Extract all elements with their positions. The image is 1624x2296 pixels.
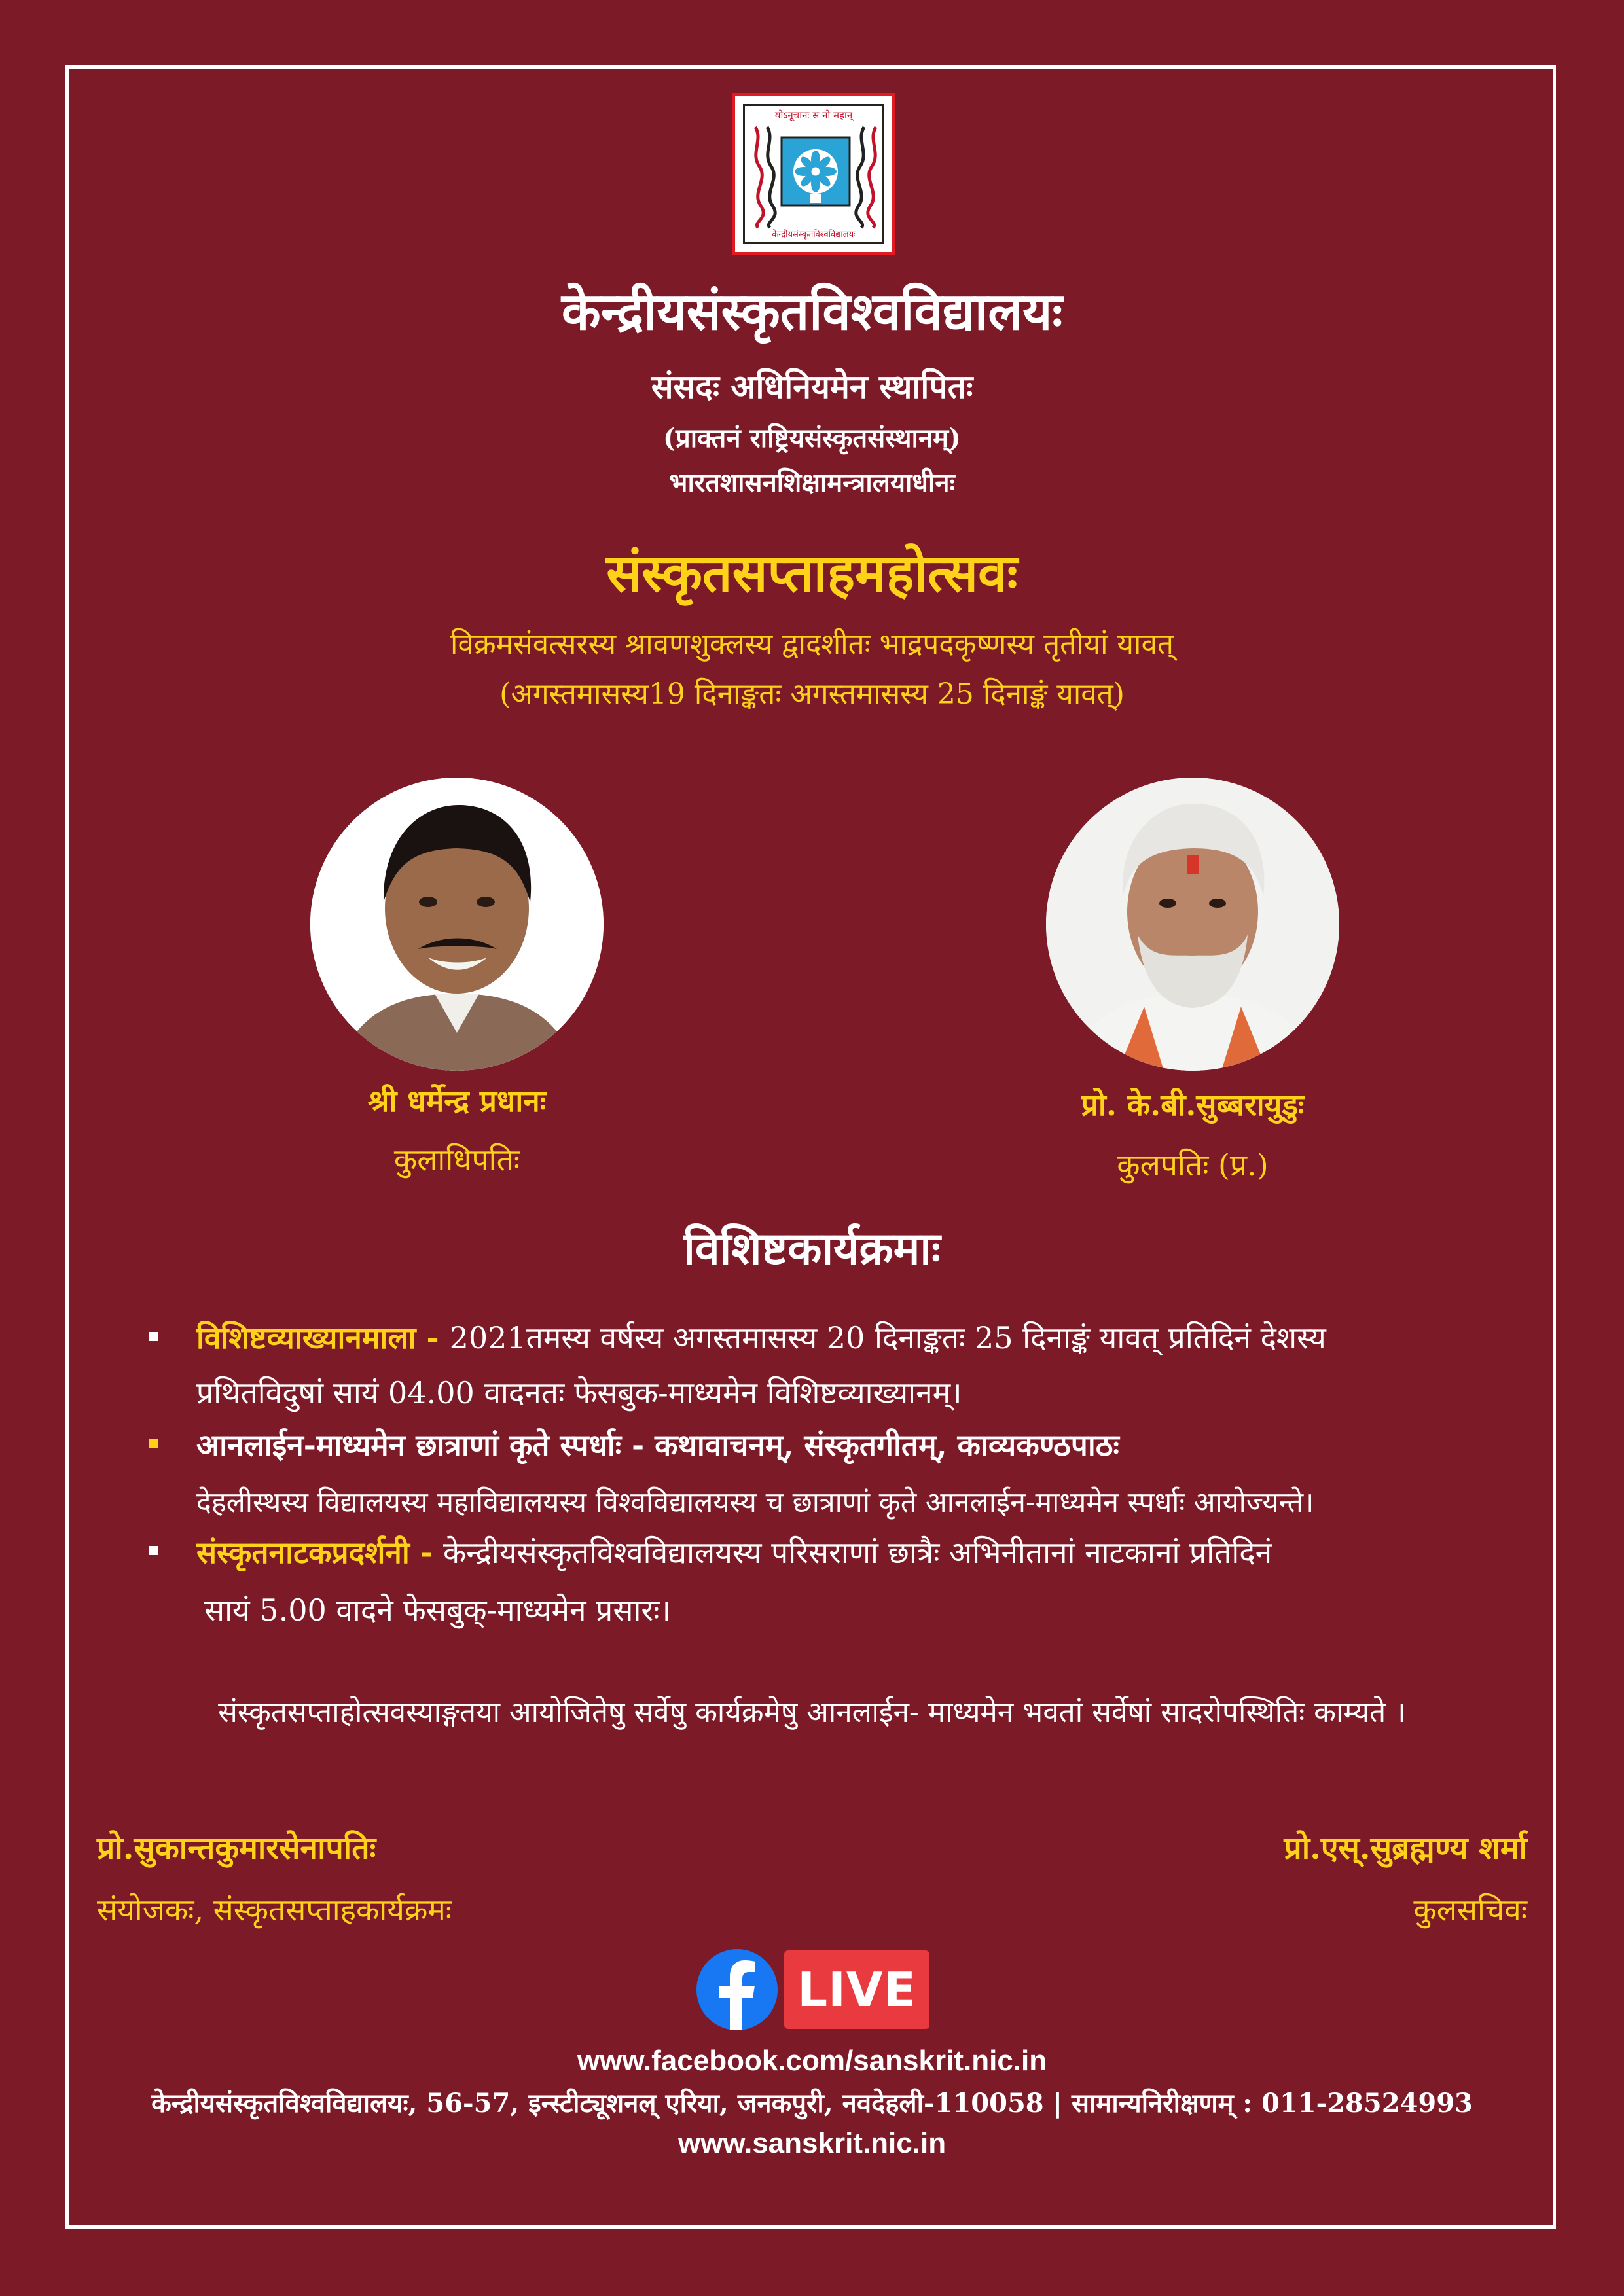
programs-heading: विशिष्टकार्यक्रमाः <box>683 1223 941 1275</box>
address-line: केन्द्रीयसंस्कृतविश्वविद्यालयः, 56-57, इन्स्टीट्यूशनल् एरिया, जनकपुरी, नवदेहली-110058 | सामान्यनिरीक्षणम् : 011-28524993 <box>151 2088 1473 2119</box>
vice-chancellor-photo <box>1046 778 1339 1071</box>
vice-chancellor-role: कुलपतिः (प्र.) <box>1117 1147 1269 1183</box>
vice-chancellor-name: प्रो. के.बी.सुब्बरायुडुः <box>1081 1087 1305 1122</box>
program-title: संस्कृतनाटकप्रदर्शनी - <box>196 1535 443 1570</box>
program-text-2: देहलीस्थस्य विद्यालयस्य महाविद्यालयस्य विश्वविद्यालयस्य च छात्राणां कृते आनलाईन-माध्यमेन स्पर्धाः आयोज्यन्ते। <box>196 1486 1314 1519</box>
invitation-text: संस्कृतसप्ताहोत्सवस्याङ्गतया आयोजितेषु सर्वेषु कार्यक्रमेषु आनलाईन- माध्यमेन भवतां सर्वेषां सादरोपस्थितिः काम्यते । <box>218 1696 1406 1729</box>
logo-name: केन्द्रीयसंस्कृतविश्वविद्यालयः <box>772 230 856 240</box>
person-portrait-icon <box>310 778 604 1071</box>
facebook-icon[interactable] <box>696 1949 778 2030</box>
bullet-icon <box>149 1439 158 1448</box>
festival-title: संस्कृतसप्ताहमहोत्सवः <box>606 542 1018 603</box>
established-line: संसदः अधिनियमेन स्थापितः <box>651 367 973 406</box>
program-item <box>196 1317 1545 1359</box>
program-text-2: सायं 5.00 वादने फेसबुक्-माध्यमेन प्रसारः। <box>204 1592 671 1628</box>
facebook-link[interactable]: www.facebook.com/sanskrit.nic.in <box>577 2045 1047 2077</box>
program-text-2: प्रथितविदुषां सायं 04.00 वादनतः फेसबुक-माध्यमेन विशिष्टव्याख्यानम्। <box>196 1375 962 1410</box>
coordinator-role: संयोजकः, संस्कृतसप्ताहकार्यक्रमः <box>97 1892 452 1928</box>
coordinator-name: प्रो.सुकान्तकुमारसेनापतिः <box>97 1830 376 1867</box>
chancellor-role: कुलाधिपतिः <box>393 1142 520 1177</box>
logo-motto: योऽनूचानः स नो महान् <box>774 109 853 121</box>
university-logo <box>732 93 895 255</box>
program-item <box>196 1532 1545 1573</box>
chancellor-photo <box>310 778 604 1071</box>
formerly-line: (प्राक्तनं राष्ट्रियसंस्कृतसंस्थानम्) <box>663 423 961 454</box>
lotus-emblem-icon <box>750 123 881 230</box>
university-title: केन्द्रीयसंस्कृतविश्वविद्यालयः <box>561 282 1063 342</box>
person-portrait-icon <box>1046 778 1339 1071</box>
program-text-1: केन्द्रीयसंस्कृतविश्वविद्यालयस्य परिसराणां छात्रैः अभिनीतानां नाटकानां प्रतिदिनं <box>442 1535 1272 1570</box>
program-title: आनलाईन-माध्यमेन छात्राणां कृते स्पर्धाः - कथावाचनम्, संस्कृतगीतम्, काव्यकण्ठपाठः <box>196 1427 1119 1463</box>
website-link[interactable]: www.sanskrit.nic.in <box>677 2127 947 2159</box>
program-text-1: 2021तमस्य वर्षस्य अगस्तमासस्य 20 दिनाङ्कतः 25 दिनाङ्कं यावत् प्रतिदिनं देशस्य <box>449 1320 1326 1355</box>
bullet-icon <box>149 1332 158 1341</box>
bullet-icon <box>149 1546 158 1555</box>
festival-dates-2: (अगस्तमासस्य19 दिनाङ्कतः अगस्तमासस्य 25 दिनाङ्कं यावत्) <box>499 677 1125 711</box>
festival-dates-1: विक्रमसंवत्सरस्य श्रावणशुक्लस्य द्वादशीतः भाद्रपदकृष्णस्य तृतीयां यावत् <box>450 628 1174 661</box>
live-badge[interactable]: LIVE <box>784 1950 929 2029</box>
registrar-role: कुलसचिवः <box>1413 1892 1527 1928</box>
ministry-line: भारतशासनशिक्षामन्त्रालयाधीनः <box>669 467 955 498</box>
chancellor-name: श्री धर्मेन्द्र प्रधानः <box>367 1083 547 1119</box>
registrar-name: प्रो.एस्.सुब्रह्मण्य शर्मा <box>1284 1830 1527 1867</box>
program-title: विशिष्टव्याख्यानमाला - <box>196 1320 450 1355</box>
